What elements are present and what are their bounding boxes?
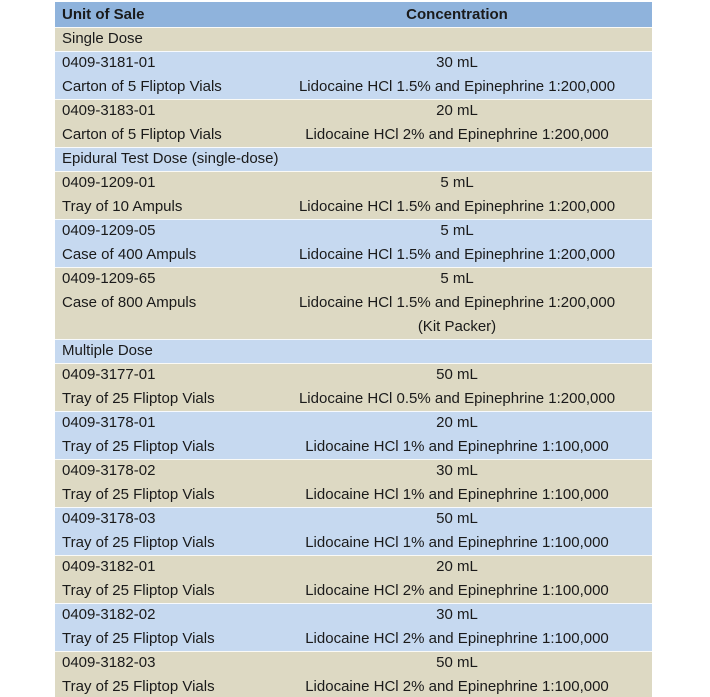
concentration-cell: [262, 651, 652, 697]
unit-line: 0409-1209-65: [62, 270, 156, 287]
unit-line: 0409-3178-02: [62, 462, 156, 479]
concentration-line: Lidocaine HCl 0.5% and Epinephrine 1:200,000: [298, 390, 616, 407]
unit-line: 0409-3182-03: [62, 654, 156, 671]
concentration-line: 30 mL: [436, 54, 478, 71]
concentration-cell: [262, 459, 652, 507]
section-label: Epidural Test Dose (single-dose): [62, 150, 279, 167]
column-header-unit-of-sale: Unit of Sale: [62, 6, 145, 23]
unit-of-sale-cell: [55, 363, 262, 411]
concentration-cell: [262, 411, 652, 459]
product-row: [55, 459, 652, 507]
unit-line: 0409-3178-03: [62, 510, 156, 527]
section-header-row: [55, 27, 652, 51]
unit-line: 0409-1209-01: [62, 174, 156, 191]
concentration-line: Lidocaine HCl 2% and Epinephrine 1:100,000: [305, 678, 609, 695]
concentration-line: (Kit Packer): [417, 318, 497, 335]
concentration-line: 5 mL: [440, 174, 474, 191]
concentration-cell: [262, 507, 652, 555]
concentration-line: 20 mL: [436, 102, 478, 119]
concentration-line: 50 mL: [436, 654, 478, 671]
unit-of-sale-cell: [55, 411, 262, 459]
concentration-cell: [262, 603, 652, 651]
concentration-line: Lidocaine HCl 1% and Epinephrine 1:100,000: [305, 486, 609, 503]
product-row: [55, 555, 652, 603]
unit-of-sale-cell: [55, 51, 262, 99]
product-row: [55, 651, 652, 697]
product-row: [55, 267, 652, 339]
unit-line: Tray of 25 Fliptop Vials: [62, 486, 215, 503]
unit-line: 0409-3178-01: [62, 414, 156, 431]
unit-line: Tray of 25 Fliptop Vials: [62, 390, 215, 407]
concentration-cell: [262, 555, 652, 603]
unit-of-sale-cell: [55, 267, 262, 339]
product-row: [55, 219, 652, 267]
column-header-concentration: Concentration: [406, 6, 508, 23]
concentration-cell: [262, 51, 652, 99]
unit-line: Tray of 25 Fliptop Vials: [62, 438, 215, 455]
concentration-line: 5 mL: [440, 270, 474, 287]
unit-of-sale-cell: [55, 171, 262, 219]
product-row: [55, 363, 652, 411]
table-body: [55, 27, 652, 697]
concentration-line: Lidocaine HCl 2% and Epinephrine 1:200,000: [305, 126, 609, 143]
concentration-line: Lidocaine HCl 1.5% and Epinephrine 1:200,000: [298, 198, 616, 215]
unit-line: 0409-1209-05: [62, 222, 156, 239]
table-header-row: [55, 2, 652, 27]
unit-line: 0409-3182-01: [62, 558, 156, 575]
product-row: [55, 171, 652, 219]
concentration-line: Lidocaine HCl 1.5% and Epinephrine 1:200,000: [298, 246, 616, 263]
unit-of-sale-table: [55, 2, 652, 697]
unit-line: Tray of 10 Ampuls: [62, 198, 183, 215]
product-row: [55, 51, 652, 99]
concentration-line: 50 mL: [436, 366, 478, 383]
unit-line: 0409-3177-01: [62, 366, 156, 383]
unit-line: 0409-3181-01: [62, 54, 156, 71]
concentration-line: 20 mL: [436, 558, 478, 575]
unit-line: Carton of 5 Fliptop Vials: [62, 78, 222, 95]
unit-of-sale-cell: [55, 219, 262, 267]
unit-of-sale-cell: [55, 555, 262, 603]
concentration-cell: [262, 267, 652, 339]
concentration-cell: [262, 219, 652, 267]
unit-of-sale-cell: [55, 459, 262, 507]
concentration-cell: [262, 171, 652, 219]
section-label: Single Dose: [62, 30, 143, 47]
concentration-cell: [262, 363, 652, 411]
concentration-line: Lidocaine HCl 1.5% and Epinephrine 1:200,000: [298, 78, 616, 95]
concentration-line: Lidocaine HCl 1% and Epinephrine 1:100,000: [305, 438, 609, 455]
product-row: [55, 507, 652, 555]
unit-of-sale-cell: [55, 507, 262, 555]
concentration-line: 30 mL: [436, 462, 478, 479]
unit-of-sale-cell: [55, 603, 262, 651]
unit-line: 0409-3183-01: [62, 102, 156, 119]
unit-line: Case of 800 Ampuls: [62, 294, 197, 311]
concentration-line: Lidocaine HCl 2% and Epinephrine 1:100,000: [305, 582, 609, 599]
unit-line: Tray of 25 Fliptop Vials: [62, 582, 215, 599]
unit-of-sale-cell: [55, 99, 262, 147]
concentration-line: Lidocaine HCl 1% and Epinephrine 1:100,000: [305, 534, 609, 551]
section-header-row: [55, 147, 652, 171]
concentration-cell: [262, 99, 652, 147]
unit-of-sale-cell: [55, 651, 262, 697]
unit-line: Tray of 25 Fliptop Vials: [62, 630, 215, 647]
unit-line: 0409-3182-02: [62, 606, 156, 623]
concentration-line: Lidocaine HCl 1.5% and Epinephrine 1:200,000: [298, 294, 616, 311]
product-row: [55, 411, 652, 459]
concentration-line: 30 mL: [436, 606, 478, 623]
product-row: [55, 99, 652, 147]
product-row: [55, 603, 652, 651]
concentration-line: Lidocaine HCl 2% and Epinephrine 1:100,000: [305, 630, 609, 647]
unit-line: Tray of 25 Fliptop Vials: [62, 534, 215, 551]
unit-line: Case of 400 Ampuls: [62, 246, 197, 263]
section-label: Multiple Dose: [62, 342, 153, 359]
concentration-line: 5 mL: [440, 222, 474, 239]
unit-line: Carton of 5 Fliptop Vials: [62, 126, 222, 143]
section-header-row: [55, 339, 652, 363]
unit-line: Tray of 25 Fliptop Vials: [62, 678, 215, 695]
concentration-line: 20 mL: [436, 414, 478, 431]
concentration-line: 50 mL: [436, 510, 478, 527]
